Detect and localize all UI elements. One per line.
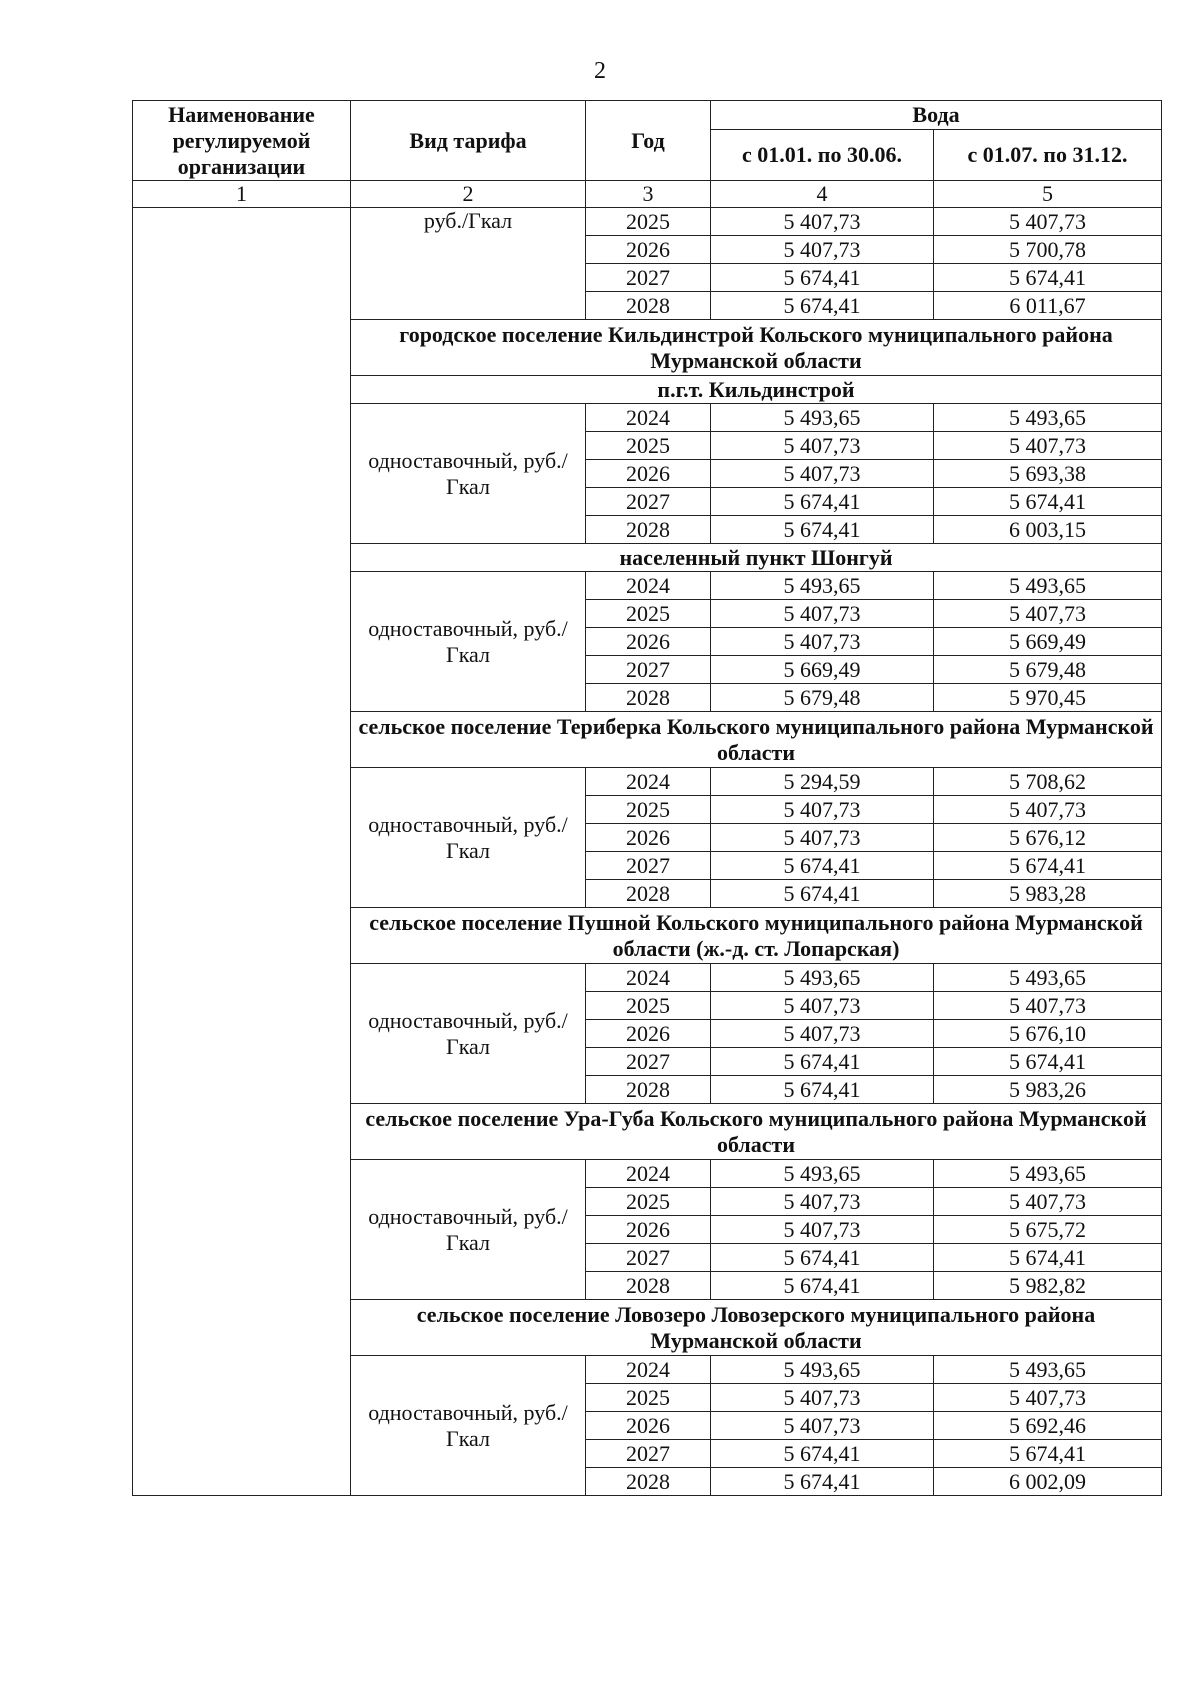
column-number: 3 <box>586 181 711 208</box>
year-cell: 2024 <box>586 964 711 992</box>
value-period-2: 5 407,73 <box>934 600 1162 628</box>
year-cell: 2028 <box>586 1468 711 1496</box>
header-tariff-type: Вид тарифа <box>351 101 586 181</box>
value-period-2: 5 674,41 <box>934 1440 1162 1468</box>
value-period-1: 5 674,41 <box>711 880 934 908</box>
value-period-2: 5 493,65 <box>934 1356 1162 1384</box>
year-cell: 2026 <box>586 1020 711 1048</box>
value-period-2: 5 708,62 <box>934 768 1162 796</box>
value-period-2: 5 679,48 <box>934 656 1162 684</box>
value-period-1: 5 407,73 <box>711 1188 934 1216</box>
value-period-2: 5 674,41 <box>934 264 1162 292</box>
value-period-2: 5 493,65 <box>934 1160 1162 1188</box>
year-cell: 2025 <box>586 992 711 1020</box>
tariff-type-cell: одноставочный, руб./Гкал <box>351 964 586 1104</box>
year-cell: 2025 <box>586 796 711 824</box>
value-period-1: 5 407,73 <box>711 628 934 656</box>
year-cell: 2024 <box>586 404 711 432</box>
value-period-1: 5 407,73 <box>711 1384 934 1412</box>
year-cell: 2028 <box>586 1272 711 1300</box>
tariff-type-cell: одноставочный, руб./Гкал <box>351 1160 586 1300</box>
value-period-1: 5 493,65 <box>711 1356 934 1384</box>
value-period-1: 5 674,41 <box>711 488 934 516</box>
tariff-type-cell: одноставочный, руб./Гкал <box>351 404 586 544</box>
value-period-2: 5 676,12 <box>934 824 1162 852</box>
value-period-2: 5 674,41 <box>934 852 1162 880</box>
value-period-2: 5 493,65 <box>934 964 1162 992</box>
column-number: 5 <box>934 181 1162 208</box>
value-period-2: 5 493,65 <box>934 572 1162 600</box>
value-period-2: 5 692,46 <box>934 1412 1162 1440</box>
year-cell: 2024 <box>586 1356 711 1384</box>
year-cell: 2028 <box>586 516 711 544</box>
org-name-cell <box>133 208 351 1496</box>
value-period-1: 5 674,41 <box>711 1244 934 1272</box>
section-title: сельское поселение Ура-Губа Кольского муниципального района Мурманской области <box>351 1104 1162 1160</box>
value-period-1: 5 674,41 <box>711 264 934 292</box>
value-period-2: 5 675,72 <box>934 1216 1162 1244</box>
year-cell: 2026 <box>586 1412 711 1440</box>
value-period-1: 5 407,73 <box>711 824 934 852</box>
value-period-2: 5 407,73 <box>934 1188 1162 1216</box>
value-period-2: 5 493,65 <box>934 404 1162 432</box>
tariff-type-cell: одноставочный, руб./Гкал <box>351 1356 586 1496</box>
value-period-1: 5 493,65 <box>711 404 934 432</box>
column-number: 2 <box>351 181 586 208</box>
value-period-2: 5 407,73 <box>934 208 1162 236</box>
section-title: городское поселение Кильдинстрой Кольского муниципального района Мурманской области <box>351 320 1162 376</box>
value-period-2: 5 983,26 <box>934 1076 1162 1104</box>
year-cell: 2027 <box>586 656 711 684</box>
column-number: 4 <box>711 181 934 208</box>
value-period-1: 5 674,41 <box>711 852 934 880</box>
value-period-2: 5 669,49 <box>934 628 1162 656</box>
year-cell: 2026 <box>586 824 711 852</box>
value-period-1: 5 407,73 <box>711 236 934 264</box>
value-period-1: 5 674,41 <box>711 1468 934 1496</box>
value-period-1: 5 407,73 <box>711 1020 934 1048</box>
year-cell: 2027 <box>586 488 711 516</box>
value-period-2: 5 407,73 <box>934 1384 1162 1412</box>
value-period-1: 5 407,73 <box>711 1216 934 1244</box>
tariff-type-cell: руб./Гкал <box>351 208 586 320</box>
value-period-2: 5 407,73 <box>934 796 1162 824</box>
value-period-1: 5 407,73 <box>711 1412 934 1440</box>
value-period-1: 5 407,73 <box>711 600 934 628</box>
section-title: сельское поселение Пушной Кольского муниципального района Мурманской области (ж.-д. ст. Лопарская) <box>351 908 1162 964</box>
value-period-1: 5 679,48 <box>711 684 934 712</box>
header-water: Вода <box>711 101 1162 130</box>
value-period-2: 5 982,82 <box>934 1272 1162 1300</box>
value-period-1: 5 407,73 <box>711 432 934 460</box>
value-period-1: 5 669,49 <box>711 656 934 684</box>
header-period-1: с 01.01. по 30.06. <box>711 130 934 181</box>
value-period-1: 5 674,41 <box>711 1440 934 1468</box>
tariff-table-body <box>133 101 1162 1496</box>
header-period-2: с 01.07. по 31.12. <box>934 130 1162 181</box>
value-period-2: 5 983,28 <box>934 880 1162 908</box>
tariff-type-cell: одноставочный, руб./Гкал <box>351 572 586 712</box>
value-period-2: 5 674,41 <box>934 1244 1162 1272</box>
value-period-1: 5 674,41 <box>711 1076 934 1104</box>
tariff-table <box>132 100 1162 1496</box>
value-period-1: 5 407,73 <box>711 460 934 488</box>
section-title: населенный пункт Шонгуй <box>351 544 1162 572</box>
section-title: сельское поселение Териберка Кольского муниципального района Мурманской области <box>351 712 1162 768</box>
tariff-type-cell: одноставочный, руб./Гкал <box>351 768 586 908</box>
value-period-2: 5 970,45 <box>934 684 1162 712</box>
column-number-row <box>133 181 1162 208</box>
value-period-2: 5 693,38 <box>934 460 1162 488</box>
value-period-2: 6 003,15 <box>934 516 1162 544</box>
value-period-1: 5 407,73 <box>711 796 934 824</box>
value-period-2: 6 011,67 <box>934 292 1162 320</box>
section-subtitle: п.г.т. Кильдинстрой <box>351 376 1162 404</box>
year-cell: 2025 <box>586 600 711 628</box>
header-year: Год <box>586 101 711 181</box>
value-period-1: 5 674,41 <box>711 292 934 320</box>
section-title: сельское поселение Ловозеро Ловозерского муниципального района Мурманской области <box>351 1300 1162 1356</box>
year-cell: 2025 <box>586 1188 711 1216</box>
year-cell: 2027 <box>586 1048 711 1076</box>
column-number: 1 <box>133 181 351 208</box>
year-cell: 2026 <box>586 236 711 264</box>
value-period-2: 5 407,73 <box>934 992 1162 1020</box>
year-cell: 2026 <box>586 628 711 656</box>
year-cell: 2025 <box>586 432 711 460</box>
year-cell: 2024 <box>586 572 711 600</box>
year-cell: 2026 <box>586 1216 711 1244</box>
value-period-2: 6 002,09 <box>934 1468 1162 1496</box>
year-cell: 2026 <box>586 460 711 488</box>
value-period-1: 5 674,41 <box>711 1272 934 1300</box>
value-period-1: 5 493,65 <box>711 964 934 992</box>
year-cell: 2027 <box>586 264 711 292</box>
value-period-1: 5 294,59 <box>711 768 934 796</box>
value-period-1: 5 407,73 <box>711 208 934 236</box>
year-cell: 2028 <box>586 292 711 320</box>
value-period-1: 5 493,65 <box>711 572 934 600</box>
value-period-1: 5 493,65 <box>711 1160 934 1188</box>
year-cell: 2024 <box>586 1160 711 1188</box>
year-cell: 2025 <box>586 208 711 236</box>
value-period-1: 5 674,41 <box>711 516 934 544</box>
year-cell: 2028 <box>586 1076 711 1104</box>
value-period-2: 5 676,10 <box>934 1020 1162 1048</box>
year-cell: 2024 <box>586 768 711 796</box>
year-cell: 2027 <box>586 1440 711 1468</box>
year-cell: 2027 <box>586 852 711 880</box>
value-period-2: 5 407,73 <box>934 432 1162 460</box>
value-period-2: 5 674,41 <box>934 1048 1162 1076</box>
value-period-2: 5 674,41 <box>934 488 1162 516</box>
value-period-1: 5 407,73 <box>711 992 934 1020</box>
table-row <box>133 208 1162 236</box>
year-cell: 2028 <box>586 880 711 908</box>
value-period-1: 5 674,41 <box>711 1048 934 1076</box>
header-row-1 <box>133 101 1162 130</box>
value-period-2: 5 700,78 <box>934 236 1162 264</box>
year-cell: 2028 <box>586 684 711 712</box>
year-cell: 2027 <box>586 1244 711 1272</box>
year-cell: 2025 <box>586 1384 711 1412</box>
page-number: 2 <box>594 58 606 84</box>
header-org: Наименование регулируемой организации <box>133 101 351 181</box>
